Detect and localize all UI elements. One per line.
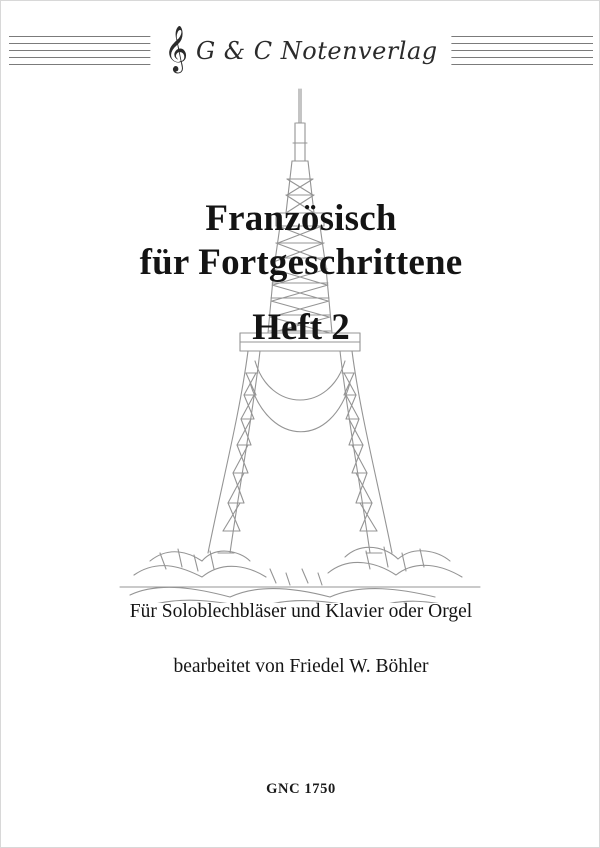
page-title-line-2: für Fortgeschrittene — [139, 241, 463, 283]
volume-title: Heft 2 — [252, 307, 350, 349]
page-title-line-1: Französisch — [205, 198, 397, 239]
instrumentation-text: Für Soloblechbläser und Klavier oder Orgel — [129, 601, 473, 622]
arranger-text: bearbeitet von Friedel W. Böhler — [173, 656, 429, 677]
publisher-header — [1, 23, 600, 79]
subtitle-block — [1, 601, 600, 678]
catalog-number: GNC 1750 — [266, 781, 336, 797]
title-block — [1, 197, 600, 350]
publisher-logo — [150, 23, 451, 79]
publisher-name: G & C Notenverlag — [196, 37, 438, 65]
treble-clef-icon: 𝄞 — [164, 26, 189, 72]
